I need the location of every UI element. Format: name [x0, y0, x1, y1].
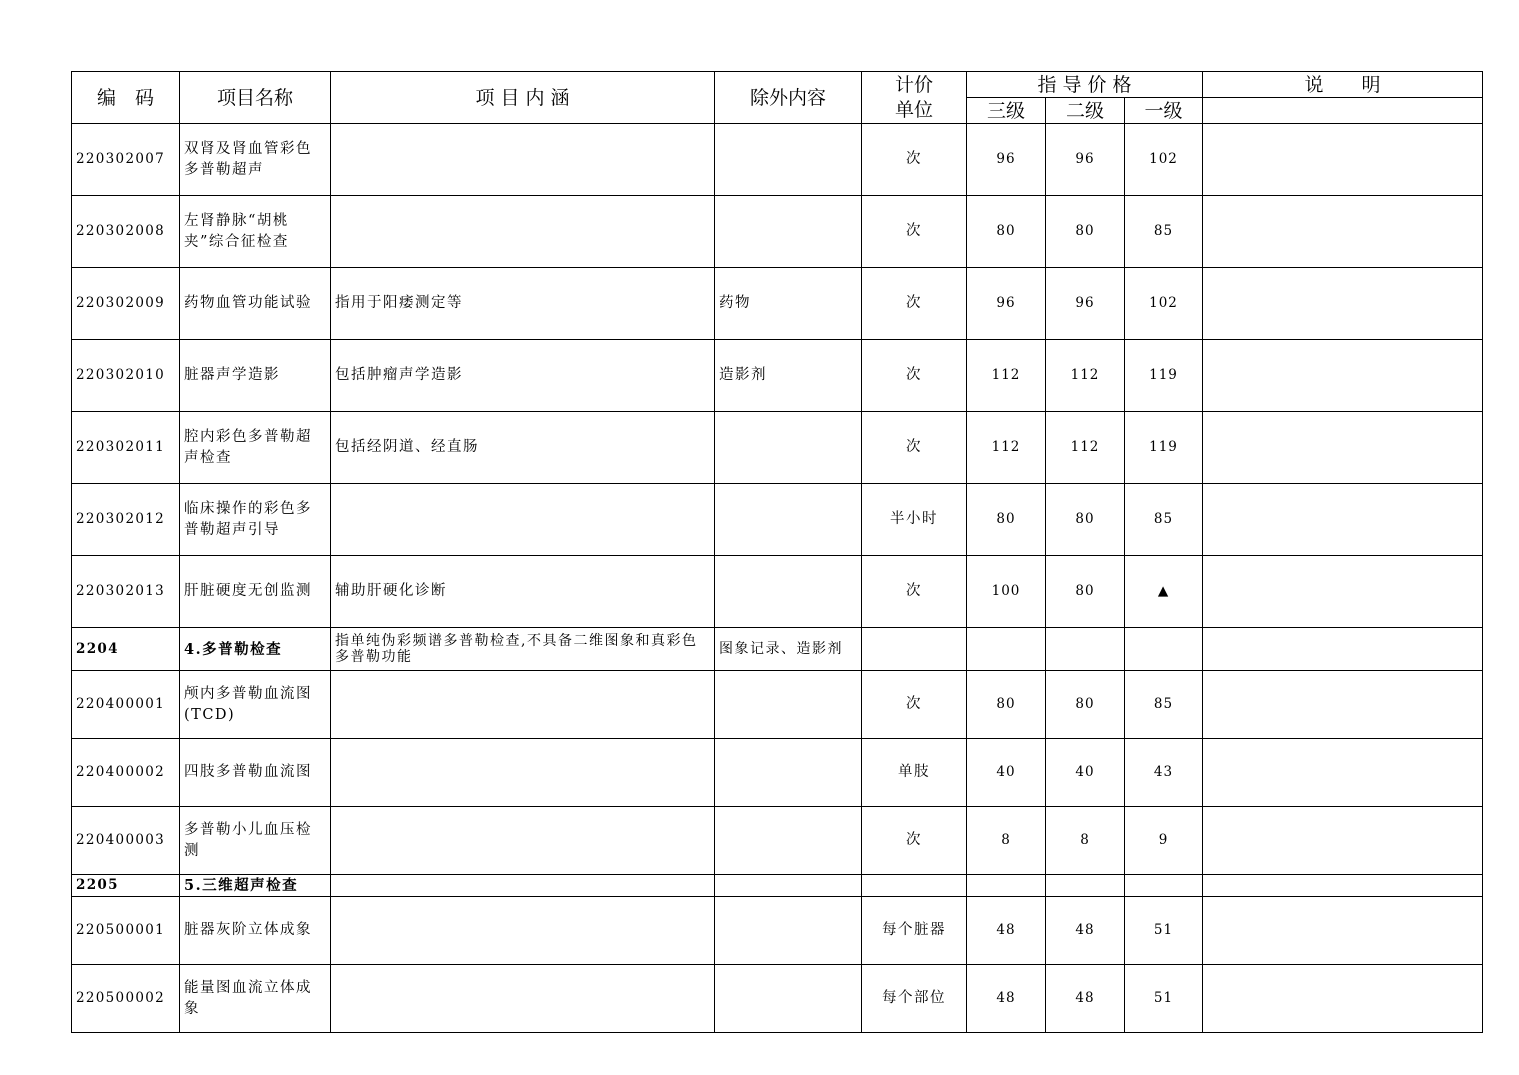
cell-p1: 102	[1125, 124, 1203, 196]
cell-code: 220302010	[72, 340, 180, 412]
header-note: 说 明	[1203, 72, 1483, 98]
table-row	[72, 671, 1483, 739]
cell-name: 4.多普勒检查	[180, 628, 331, 671]
cell-unit: 半小时	[862, 484, 967, 556]
cell-unit	[862, 628, 967, 671]
cell-p3: 112	[967, 340, 1046, 412]
cell-p2: 80	[1046, 556, 1125, 628]
cell-note	[1203, 965, 1483, 1033]
cell-code: 220302013	[72, 556, 180, 628]
cell-content	[331, 965, 715, 1033]
header-code: 编 码	[72, 72, 180, 124]
cell-name: 肝脏硬度无创监测	[180, 556, 331, 628]
cell-p1: 85	[1125, 196, 1203, 268]
cell-p2: 96	[1046, 268, 1125, 340]
cell-unit: 次	[862, 340, 967, 412]
cell-name: 药物血管功能试验	[180, 268, 331, 340]
cell-excluded: 药物	[715, 268, 862, 340]
cell-content	[331, 196, 715, 268]
cell-p2: 80	[1046, 484, 1125, 556]
table-row	[72, 875, 1483, 897]
cell-p2: 8	[1046, 807, 1125, 875]
cell-code: 220302007	[72, 124, 180, 196]
cell-note	[1203, 875, 1483, 897]
cell-content: 包括肿瘤声学造影	[331, 340, 715, 412]
table-row	[72, 484, 1483, 556]
header-name: 项目名称	[180, 72, 331, 124]
cell-p3: 80	[967, 671, 1046, 739]
cell-p1: 102	[1125, 268, 1203, 340]
cell-p3: 80	[967, 484, 1046, 556]
header-level2: 二级	[1046, 98, 1125, 124]
table-row	[72, 124, 1483, 196]
cell-p2: 80	[1046, 671, 1125, 739]
cell-note	[1203, 196, 1483, 268]
cell-unit	[862, 875, 967, 897]
cell-code: 220400001	[72, 671, 180, 739]
cell-p2: 48	[1046, 965, 1125, 1033]
table-row	[72, 556, 1483, 628]
cell-p3: 8	[967, 807, 1046, 875]
cell-p3: 48	[967, 965, 1046, 1033]
cell-p3: 80	[967, 196, 1046, 268]
cell-note	[1203, 671, 1483, 739]
cell-note	[1203, 556, 1483, 628]
cell-name: 多普勒小儿血压检测	[180, 807, 331, 875]
cell-name: 腔内彩色多普勒超声检查	[180, 412, 331, 484]
cell-name: 四肢多普勒血流图	[180, 739, 331, 807]
cell-note	[1203, 484, 1483, 556]
cell-code: 220500002	[72, 965, 180, 1033]
cell-p3: 96	[967, 124, 1046, 196]
cell-content	[331, 124, 715, 196]
cell-note	[1203, 124, 1483, 196]
cell-content: 辅助肝硬化诊断	[331, 556, 715, 628]
table-row	[72, 965, 1483, 1033]
cell-name: 脏器灰阶立体成象	[180, 897, 331, 965]
cell-p1: 43	[1125, 739, 1203, 807]
cell-p3	[967, 875, 1046, 897]
cell-unit: 次	[862, 124, 967, 196]
cell-p2: 112	[1046, 412, 1125, 484]
cell-note	[1203, 807, 1483, 875]
cell-p1: 119	[1125, 340, 1203, 412]
cell-p1	[1125, 628, 1203, 671]
cell-p1: 51	[1125, 965, 1203, 1033]
cell-content: 包括经阴道、经直肠	[331, 412, 715, 484]
table-row	[72, 412, 1483, 484]
cell-excluded	[715, 807, 862, 875]
cell-p1: 85	[1125, 671, 1203, 739]
header-level3: 三级	[967, 98, 1046, 124]
cell-p1: ▲	[1125, 556, 1203, 628]
cell-note	[1203, 897, 1483, 965]
cell-note	[1203, 340, 1483, 412]
cell-unit: 单肢	[862, 739, 967, 807]
cell-name: 临床操作的彩色多普勒超声引导	[180, 484, 331, 556]
cell-name: 双肾及肾血管彩色多普勒超声	[180, 124, 331, 196]
cell-excluded: 图象记录、造影剂	[715, 628, 862, 671]
cell-note	[1203, 412, 1483, 484]
cell-p3: 100	[967, 556, 1046, 628]
cell-p3: 96	[967, 268, 1046, 340]
header-price: 指 导 价 格	[967, 72, 1203, 98]
cell-content	[331, 739, 715, 807]
cell-unit: 次	[862, 671, 967, 739]
cell-p2: 48	[1046, 897, 1125, 965]
cell-unit: 次	[862, 196, 967, 268]
cell-unit: 每个部位	[862, 965, 967, 1033]
header-content: 项 目 内 涵	[331, 72, 715, 124]
cell-p2: 96	[1046, 124, 1125, 196]
cell-note	[1203, 628, 1483, 671]
cell-p3: 40	[967, 739, 1046, 807]
cell-excluded	[715, 739, 862, 807]
cell-content: 指单纯伪彩频谱多普勒检查,不具备二维图象和真彩色多普勒功能	[331, 628, 715, 671]
cell-content	[331, 484, 715, 556]
cell-content	[331, 875, 715, 897]
header-unit: 计价 单位	[862, 72, 967, 124]
cell-name: 颅内多普勒血流图(TCD)	[180, 671, 331, 739]
cell-unit: 次	[862, 412, 967, 484]
cell-excluded	[715, 484, 862, 556]
cell-code: 2205	[72, 875, 180, 897]
cell-unit: 每个脏器	[862, 897, 967, 965]
cell-note	[1203, 739, 1483, 807]
cell-excluded	[715, 897, 862, 965]
cell-unit: 次	[862, 268, 967, 340]
cell-code: 220302011	[72, 412, 180, 484]
cell-excluded	[715, 875, 862, 897]
cell-code: 220500001	[72, 897, 180, 965]
cell-content	[331, 897, 715, 965]
header-excluded: 除外内容	[715, 72, 862, 124]
cell-code: 220400002	[72, 739, 180, 807]
cell-excluded	[715, 671, 862, 739]
cell-p2: 80	[1046, 196, 1125, 268]
cell-p2	[1046, 875, 1125, 897]
cell-p1: 119	[1125, 412, 1203, 484]
header-note-blank	[1203, 98, 1483, 124]
cell-name: 5.三维超声检查	[180, 875, 331, 897]
cell-excluded	[715, 965, 862, 1033]
cell-p3: 112	[967, 412, 1046, 484]
cell-name: 脏器声学造影	[180, 340, 331, 412]
cell-content	[331, 671, 715, 739]
cell-excluded	[715, 556, 862, 628]
table-row	[72, 340, 1483, 412]
cell-p3: 48	[967, 897, 1046, 965]
table-row	[72, 268, 1483, 340]
cell-note	[1203, 268, 1483, 340]
cell-excluded	[715, 412, 862, 484]
cell-p1: 85	[1125, 484, 1203, 556]
cell-name: 左肾静脉“胡桃夹”综合征检查	[180, 196, 331, 268]
table-row	[72, 807, 1483, 875]
cell-excluded: 造影剂	[715, 340, 862, 412]
cell-code: 2204	[72, 628, 180, 671]
cell-unit: 次	[862, 556, 967, 628]
cell-code: 220400003	[72, 807, 180, 875]
table-row	[72, 739, 1483, 807]
cell-content: 指用于阳痿测定等	[331, 268, 715, 340]
header-level1: 一级	[1125, 98, 1203, 124]
cell-p2: 40	[1046, 739, 1125, 807]
cell-excluded	[715, 196, 862, 268]
table-row	[72, 628, 1483, 671]
cell-p1: 9	[1125, 807, 1203, 875]
cell-code: 220302009	[72, 268, 180, 340]
cell-excluded	[715, 124, 862, 196]
cell-p1: 51	[1125, 897, 1203, 965]
table-row	[72, 897, 1483, 965]
cell-p2: 112	[1046, 340, 1125, 412]
cell-p3	[967, 628, 1046, 671]
table-body	[72, 124, 1483, 1033]
cell-code: 220302008	[72, 196, 180, 268]
cell-p2	[1046, 628, 1125, 671]
cell-name: 能量图血流立体成象	[180, 965, 331, 1033]
price-table	[71, 71, 1483, 1033]
table-row	[72, 196, 1483, 268]
cell-unit: 次	[862, 807, 967, 875]
cell-p1	[1125, 875, 1203, 897]
cell-content	[331, 807, 715, 875]
cell-code: 220302012	[72, 484, 180, 556]
